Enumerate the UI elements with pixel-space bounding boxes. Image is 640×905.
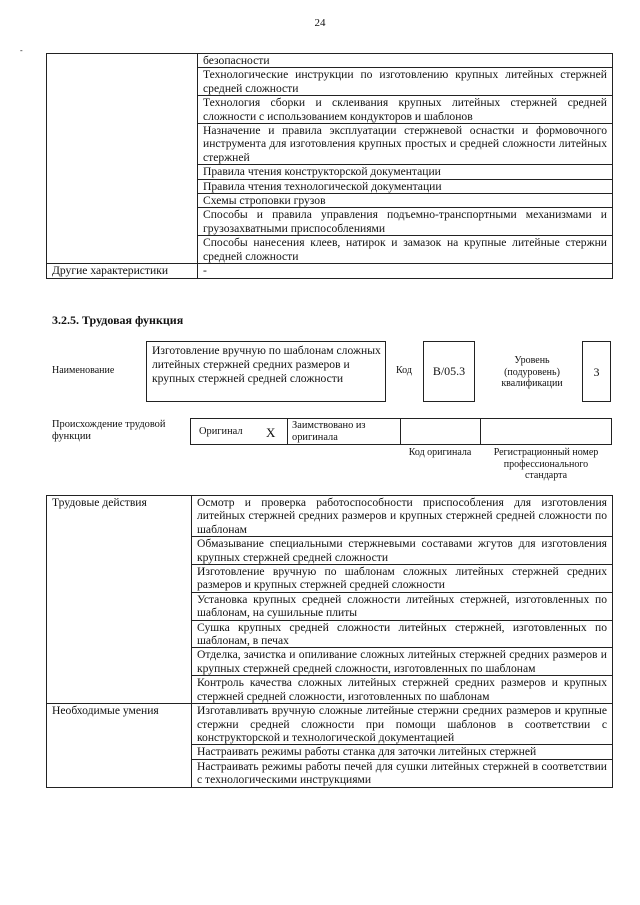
code-box: [423, 341, 475, 402]
labor-action-item: Контроль качества сложных литейных стержней средних размеров и крупных стержней средней сложности, изготовленных по шаблонам: [192, 676, 613, 704]
knowledge-item: Правила чтения конструкторской документации: [198, 165, 613, 179]
empty-label-cell: [47, 54, 198, 264]
required-skills-label: Необходимые умения: [47, 704, 192, 787]
level-box: [582, 341, 611, 402]
code-value: B/05.3: [432, 364, 466, 378]
knowledge-item: Технология сборки и склеивания крупных литейных стержней средней сложности с использованием кондукторов и шаблонов: [198, 96, 613, 124]
table-row: [47, 496, 613, 537]
knowledge-item: Способы и правила управления подъемно-транспортными механизмами и грузозахватными приспособлениями: [198, 208, 613, 236]
labor-action-item: Сушка крупных средней сложности литейных стержней, изготовленных по шаблонам, в печах: [192, 620, 613, 648]
knowledge-item: Правила чтения технологической документации: [198, 179, 613, 193]
borrowed-box: [287, 418, 401, 445]
section-heading: 3.2.5. Трудовая функция: [52, 313, 184, 327]
labor-action-item: Обмазывание специальными стержневыми составами жгутов для изготовления крупных стержней средней сложности: [192, 537, 613, 565]
page-number: 24: [314, 17, 326, 29]
origin-label: Происхождение трудовой функции: [52, 419, 166, 442]
original-label: Оригинал: [199, 426, 243, 437]
knowledge-table: [46, 53, 613, 279]
table-row: [47, 264, 613, 278]
table-row: [47, 54, 613, 68]
registration-number-label: Регистрационный номер профессионального стандарта: [493, 447, 599, 481]
labor-action-item: Отделка, зачистка и опиливание сложных литейных стержней средних размеров и крупных стержней средней сложности, изготовленных по шаблонам: [192, 648, 613, 676]
skill-item: Настраивать режимы работы станка для заточки литейных стержней: [192, 745, 613, 759]
knowledge-item: Схемы строповки грузов: [198, 194, 613, 208]
other-characteristics-value: -: [198, 264, 613, 278]
function-name-box: [146, 341, 386, 402]
skill-item: Настраивать режимы работы печей для сушки литейных стержней в соответствии с технологическими инструкциями: [192, 759, 613, 787]
code-original-label: Код оригинала: [408, 447, 472, 458]
knowledge-item: Способы нанесения клеев, натирок и замазок на крупные литейные стержни средней сложности: [198, 236, 613, 264]
name-label: Наименование: [52, 365, 115, 376]
other-characteristics-label: Другие характеристики: [47, 264, 198, 278]
knowledge-item: Назначение и правила эксплуатации стержневой оснастки и формовочного инструмента для изготовления крупных простых и средней сложности литейных стержней: [198, 124, 613, 165]
qualification-level-label: Уровень (подуровень) квалификации: [501, 355, 563, 389]
knowledge-item: Технологические инструкции по изготовлению крупных литейных стержней средней сложности: [198, 68, 613, 96]
labor-function-table: [46, 495, 613, 788]
table-row: [47, 704, 613, 745]
labor-action-item: Осмотр и проверка работоспособности приспособления для изготовления литейных стержней средних размеров и крупных стержней средней сложности по шаблонам: [192, 496, 613, 537]
borrowed-label: Заимствовано из оригинала: [292, 420, 366, 443]
labor-actions-label: Трудовые действия: [47, 496, 192, 704]
stray-mark: -: [20, 46, 23, 55]
code-label: Код: [396, 365, 412, 376]
labor-action-item: Изготовление вручную по шаблонам сложных литейных стержней средних размеров и крупных стержней средней сложности: [192, 565, 613, 593]
skill-item: Изготавливать вручную сложные литейные стержни средних размеров и крупные стержни средней сложности при помощи шаблонов в соответствии с конструкторской и технологической документацией: [192, 704, 613, 745]
original-code-box: [400, 418, 481, 445]
original-mark: X: [266, 425, 276, 440]
function-name-value: Изготовление вручную по шаблонам сложных литейных стержней средних размеров и крупных стержней средней сложности: [152, 344, 381, 386]
knowledge-item: безопасности: [198, 54, 613, 68]
registration-number-box: [480, 418, 612, 445]
labor-action-item: Установка крупных средней сложности литейных стержней, изготовленных по шаблонам, на сушильные плиты: [192, 592, 613, 620]
level-value: 3: [593, 365, 600, 379]
